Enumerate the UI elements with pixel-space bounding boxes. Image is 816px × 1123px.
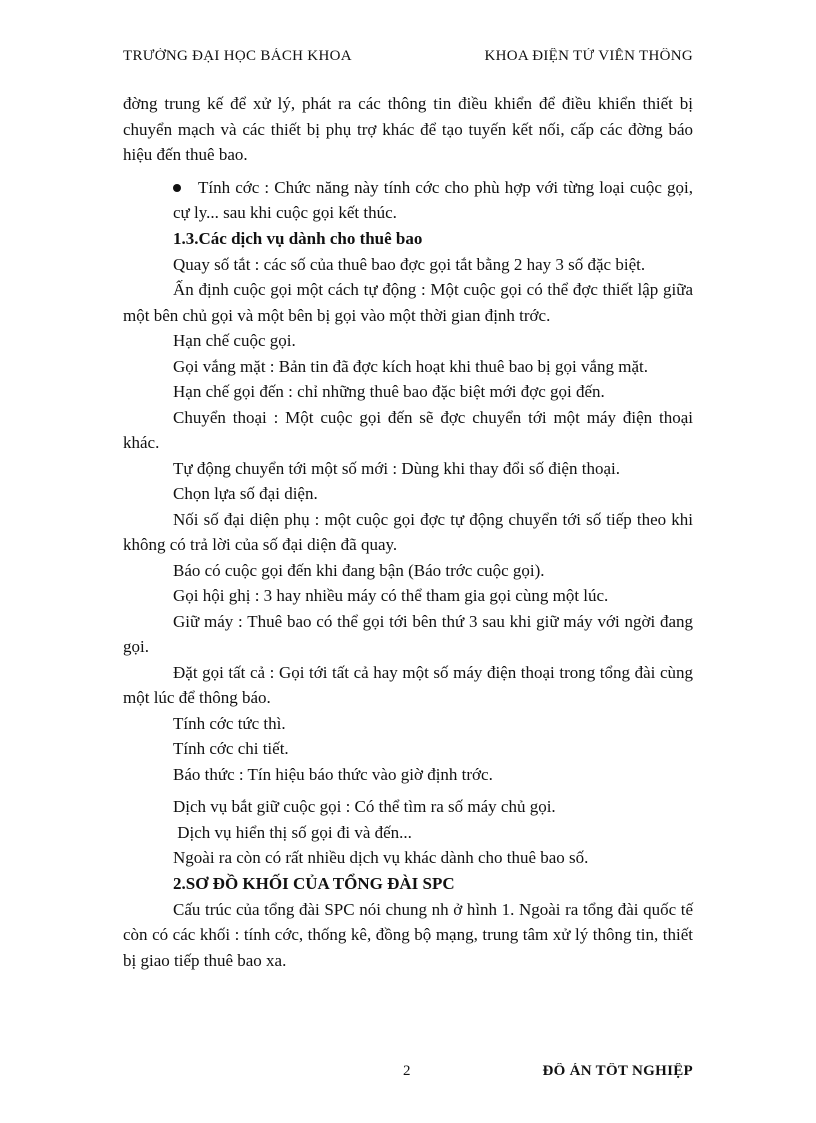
service-item: Đặt gọi tất cả : Gọi tới tất cả hay một số máy điện thoại trong tổng đài cùng một lúc để thông báo. — [123, 662, 693, 707]
service-item: Tính cớc tức thì. — [173, 713, 286, 733]
service-item: Hạn chế cuộc gọi. — [173, 331, 296, 350]
service-item: Ngoài ra còn có rất nhiều dịch vụ khác dành cho thuê bao số. — [173, 848, 589, 867]
service-item: Gọi vắng mặt : Bản tin đã đợc kích hoạt khi thuê bao bị gọi vắng mặt. — [173, 356, 648, 376]
service-item: Chuyển thoại : Một cuộc gọi đến sẽ đợc chuyển tới một máy điện thoại khác. — [123, 407, 693, 452]
service-item: Quay số tắt : các số của thuê bao đợc gọi tắt bằng 2 hay 3 số đặc biệt. — [173, 254, 646, 274]
page-header — [123, 48, 693, 68]
page-footer — [123, 1063, 693, 1085]
service-item: Gọi hội ghị : 3 hay nhiều máy có thể tham gia gọi cùng một lúc. — [173, 586, 609, 605]
footer-title: ĐỒ ÁN TỐT NGHIỆP — [542, 1063, 693, 1079]
service-item: Tự động chuyển tới một số mới : Dùng khi thay đổi số điện thoại. — [173, 458, 620, 478]
service-item: Ấn định cuộc gọi một cách tự động : Một cuộc gọi có thể đợc thiết lập giữa một bên chủ gọi và một bên bị gọi vào một thời gian định trớc. — [123, 280, 693, 325]
service-item: Báo có cuộc gọi đến khi đang bận (Báo trớc cuộc gọi). — [173, 560, 545, 580]
page-content — [123, 91, 693, 973]
header-school: TRƯỜNG ĐẠI HỌC BÁCH KHOA — [123, 48, 352, 64]
service-item: Báo thức : Tín hiệu báo thức vào giờ định trớc. — [173, 764, 493, 784]
section-heading-2: 2.SƠ ĐỒ KHỐI CỦA TỔNG ĐÀI SPC — [173, 873, 455, 893]
page-number: 2 — [403, 1063, 411, 1079]
section-heading-1-3: 1.3.Các dịch vụ dành cho thuê bao — [173, 228, 423, 248]
service-item: Hạn chế gọi đến : chỉ những thuê bao đặc biệt mới đợc gọi đến. — [173, 382, 605, 401]
service-item: Dịch vụ bắt giữ cuộc gọi : Có thể tìm ra số máy chủ gọi. — [173, 797, 556, 816]
section-2-paragraph: Cấu trúc của tổng đài SPC nói chung nh ở hình 1. Ngoài ra tổng đài quốc tế còn có các khối : tính cớc, thống kê, đồng bộ mạng, trung tâm xử lý thông tin, thiết bị giao tiếp thuê bao xa. — [123, 899, 693, 970]
service-item: Tính cớc chi tiết. — [173, 739, 289, 758]
bullet-dot-icon — [173, 184, 181, 192]
service-item: Giữ máy : Thuê bao có thể gọi tới bên thứ 3 sau khi giữ máy với ngời đang gọi. — [123, 611, 693, 656]
intro-paragraph: đờng trung kế để xử lý, phát ra các thông tin điều khiển để điều khiển thiết bị chuyển mạch và các thiết bị phụ trợ khác để tạo tuyến kết nối, cấp các đờng báo hiệu đến thuê bao. — [123, 94, 693, 164]
service-item: Dịch vụ hiển thị số gọi đi và đến... — [173, 822, 412, 842]
service-item: Nối số đại diện phụ : một cuộc gọi đợc tự động chuyển tới số tiếp theo khi không có trả lời của số đại diện đã quay. — [123, 509, 693, 554]
bullet-text: Tính cớc : Chức năng này tính cớc cho phù hợp với từng loại cuộc gọi, cự ly... sau khi cuộc gọi kết thúc. — [173, 177, 693, 222]
service-item: Chọn lựa số đại diện. — [173, 484, 318, 503]
bullet-item-tinh-cuoc — [123, 175, 693, 226]
header-faculty: KHOA ĐIỆN TỬ VIỄN THÔNG — [484, 48, 693, 64]
